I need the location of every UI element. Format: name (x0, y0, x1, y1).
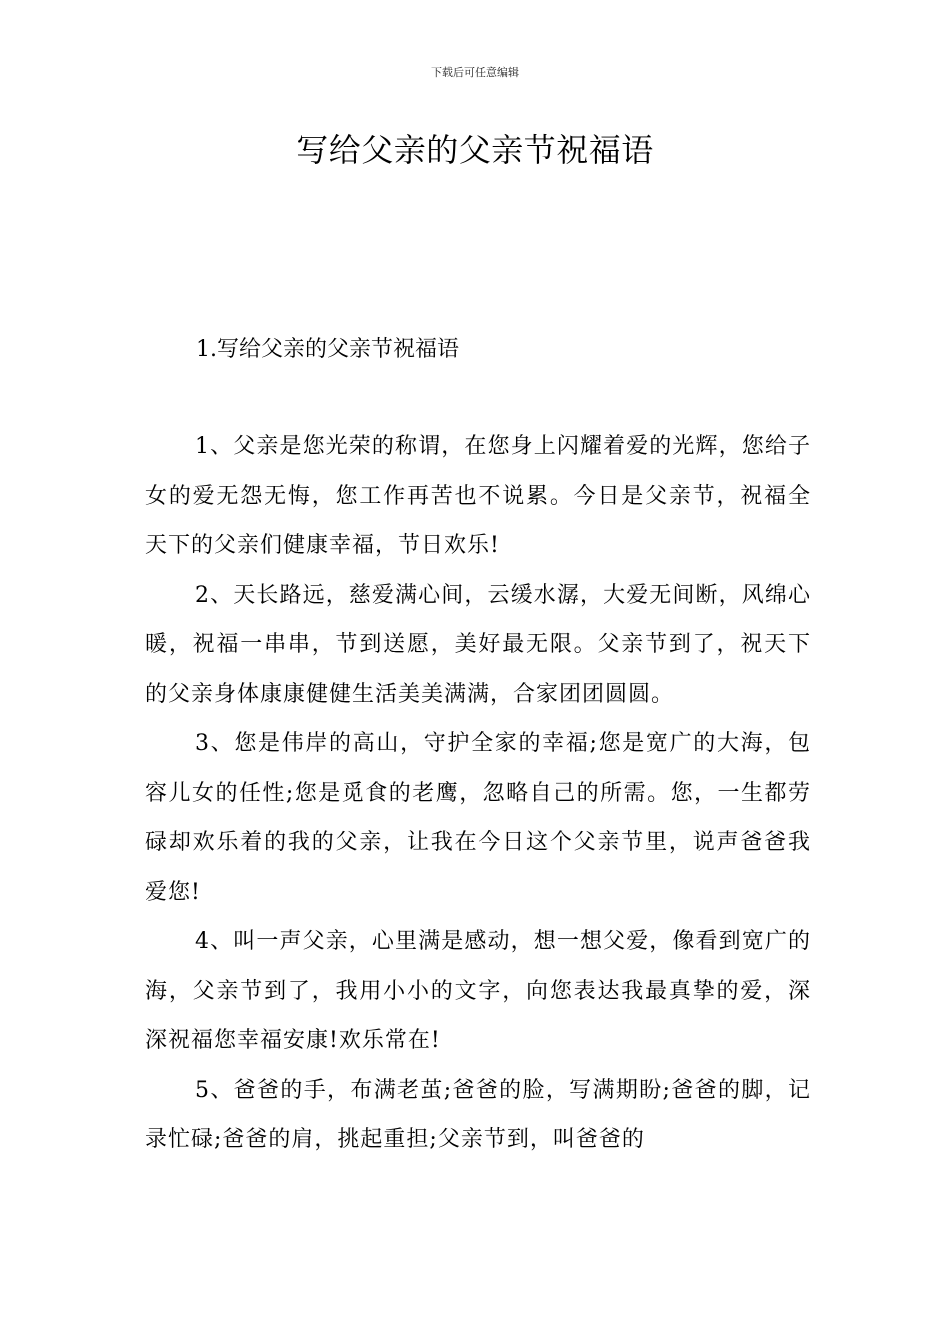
section-heading: 1.写给父亲的父亲节祝福语 (196, 337, 459, 362)
paragraph-3: 3、您是伟岸的高山，守护全家的幸福;您是宽广的大海，包容儿女的任性;您是觅食的老鹰，忽略自己的所需。您，一生都劳碌却欢乐着的我的父亲，让我在今日这个父亲节里，说声爸爸我爱您! (145, 731, 811, 905)
header-note: 下载后可任意编辑 (431, 66, 519, 79)
paragraph-4: 4、叫一声父亲，心里满是感动，想一想父爱，像看到宽广的海，父亲节到了，我用小小的文字，向您表达我最真挚的爱，深深祝福您幸福安康!欢乐常在! (145, 929, 811, 1053)
paragraph-1: 1、父亲是您光荣的称谓，在您身上闪耀着爱的光辉，您给子女的爱无怨无悔，您工作再苦也不说累。今日是父亲节，祝福全天下的父亲们健康幸福，节日欢乐! (145, 434, 811, 558)
body-text (145, 422, 811, 1165)
paragraph-5: 5、爸爸的手，布满老茧;爸爸的脸，写满期盼;爸爸的脚，记录忙碌;爸爸的肩，挑起重担;父亲节到，叫爸爸的 (145, 1077, 811, 1152)
paragraph-2: 2、天长路远，慈爱满心间，云缓水潺，大爱无间断，风绵心暖，祝福一串串，节到送愿，美好最无限。父亲节到了，祝天下的父亲身体康康健健生活美美满满，合家团团圆圆。 (145, 582, 811, 707)
document-title: 写给父亲的父亲节祝福语 (296, 131, 654, 169)
